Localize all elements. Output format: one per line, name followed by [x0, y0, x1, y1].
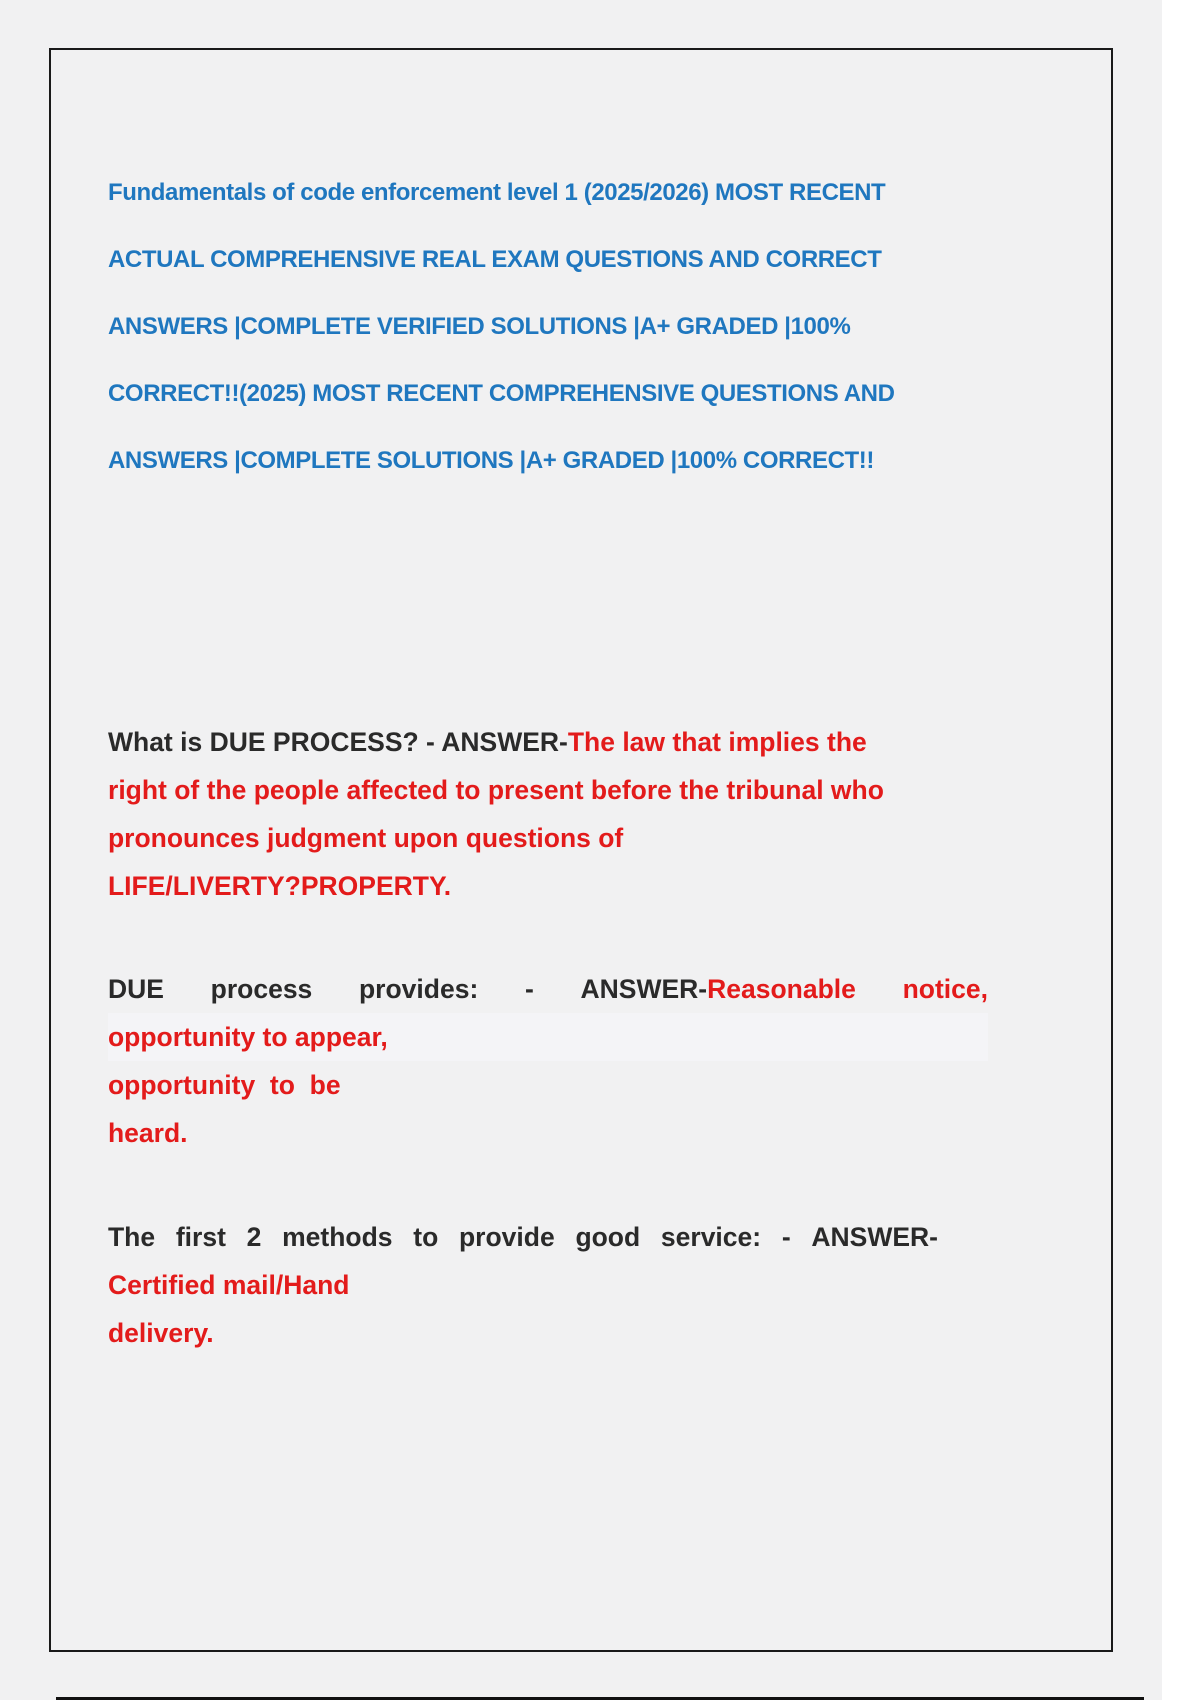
question-word: methods: [282, 1222, 393, 1252]
qa-item-due-process-provides: [108, 965, 988, 1157]
question-word: ANSWER-: [811, 1222, 938, 1252]
question-word: provides:: [359, 974, 479, 1004]
title-line: ANSWERS |COMPLETE VERIFIED SOLUTIONS |A+ GRADED |100%: [108, 313, 851, 340]
question-word: first: [175, 1222, 226, 1252]
title-line: ACTUAL COMPREHENSIVE REAL EXAM QUESTIONS AND CORRECT: [108, 246, 882, 273]
question-word: service:: [660, 1222, 762, 1252]
answer-text: opportunity to appear,: [108, 1013, 988, 1061]
question-text: What is DUE PROCESS? - ANSWER-: [108, 727, 568, 757]
answer-text: pronounces judgment upon questions of: [108, 823, 624, 853]
qa-item-good-service: [108, 1213, 938, 1357]
answer-word: Reasonable: [707, 974, 856, 1004]
answer-text: opportunity to be: [108, 1070, 341, 1100]
question-word: -: [781, 1222, 791, 1252]
question-word: to: [413, 1222, 439, 1252]
answer-text: heard.: [108, 1118, 188, 1148]
title-line: Fundamentals of code enforcement level 1 (2025/2026) MOST RECENT: [108, 179, 886, 206]
question-word: ANSWER-: [580, 974, 708, 1004]
title-line: ANSWERS |COMPLETE SOLUTIONS |A+ GRADED |100% CORRECT!!: [108, 447, 874, 474]
question-word: -: [524, 974, 534, 1004]
title-line: CORRECT!!(2025) MOST RECENT COMPREHENSIVE QUESTIONS AND: [108, 380, 895, 407]
qa-first-line: [108, 1213, 938, 1261]
document-title: [108, 176, 988, 511]
qa-item-due-process: [108, 718, 988, 910]
answer-text: Certified mail/Hand: [108, 1270, 350, 1300]
question-word: good: [575, 1222, 641, 1252]
answer-text: right of the people affected to present before the tribunal who: [108, 775, 884, 805]
question-word: provide: [459, 1222, 555, 1252]
qa-first-line: [108, 965, 988, 1013]
question-word: The: [108, 1222, 156, 1252]
qa-first-line: [108, 718, 988, 766]
question-word: 2: [246, 1222, 262, 1252]
question-word: DUE: [108, 974, 164, 1004]
question-answer-join: [581, 965, 856, 1013]
answer-text: LIFE/LIVERTY?PROPERTY.: [108, 871, 452, 901]
viewer-right-margin: [1162, 0, 1200, 1700]
answer-word: notice,: [902, 974, 988, 1004]
answer-text: delivery.: [108, 1318, 214, 1348]
answer-text: The law that implies the: [567, 727, 867, 757]
question-word: process: [210, 974, 313, 1004]
